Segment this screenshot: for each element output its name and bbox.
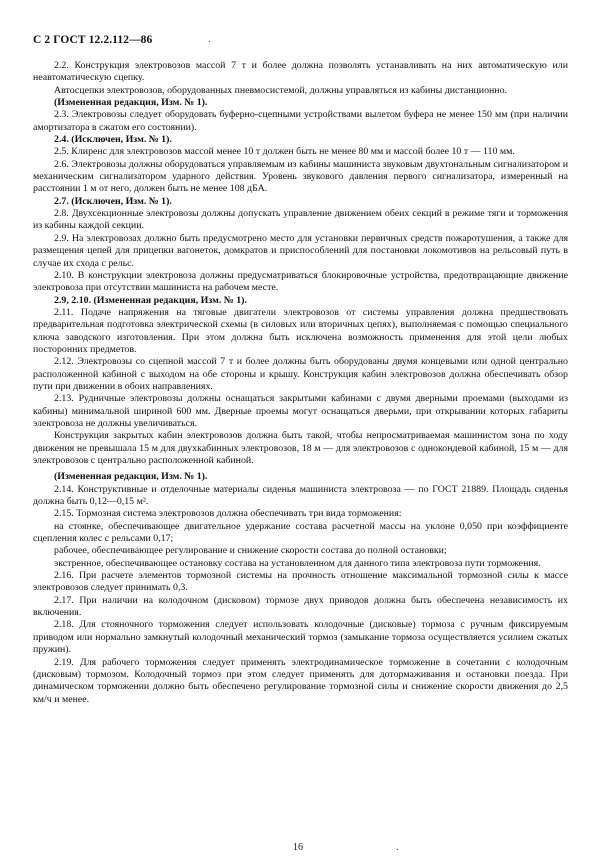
header-mark: . bbox=[208, 34, 211, 45]
clause-2-11: 2.11. Подаче напряжения на тяговые двигатели электровозов от системы управления должна предшествовать предварительная подготовка электрической схемы (в силовых или вторичных цепях), выполняемая с помощью специального ключа заводского изготовления. При этом должна быть исключена возможность применения для этой цели любых посторонних предметов. bbox=[33, 306, 568, 355]
clause-2-7: 2.7. (Исключен, Изм. № 1). bbox=[54, 195, 172, 207]
clause-2-13-cabins: Конструкция закрытых кабин электровозов должна быть такой, чтобы непросматриваемая машинистом зона по ходу движения не превышала 15 м для двухкабинных электровозов, 18 м — для электровозов с однокондевой кабиной, 15 м — для электровозов с центрально расположенной кабиной. bbox=[33, 430, 568, 466]
amendment-note: (Измененная редакция, Изм. № 1). bbox=[54, 471, 208, 483]
clause-2-3: 2.3. Электровозы следует оборудовать буферно-сцепными устройствами вылетом буфера не менее 150 мм (при наличии амортизатора в сжатом его состоянии). bbox=[33, 109, 568, 133]
clause-2-2: 2.2. Конструкция электровозов массой 7 т и более должна позволять устанавливать на них автоматическую или неавтоматическую сцепку. bbox=[33, 60, 568, 84]
braking-service: рабочее, обеспечивающее регулирование и снижение скорости состава до полной остановки; bbox=[54, 545, 447, 557]
clause-2-17: 2.17. При наличии на колодочном (дисковом) тормозе двух приводов должна быть обеспечена независимость их включения. bbox=[33, 594, 568, 619]
amendment-note: (Измененная редакция, Изм. № 1). bbox=[54, 97, 208, 109]
page-header: С 2 ГОСТ 12.2.112—86 bbox=[33, 34, 153, 46]
document-body bbox=[33, 60, 568, 706]
braking-emergency: экстренное, обеспечивающее остановку состава на установленном для данного типа электровоза пути торможения. bbox=[54, 557, 541, 569]
clause-2-6: 2.6. Электровозы должны оборудоваться управляемым из кабины машиниста звуковым двухтональным сигнализатором и механическим сигнализатором ударного действия. Уровень звукового давления первого сигнализатора, измеренный на расстоянии 1 м от него, должен быть не менее 108 дБА. bbox=[33, 158, 568, 195]
clause-2-10: 2.10. В конструкции электровоза должны предусматриваться блокировочные устройства, предотвращающие движение электровоза при отсутствии машиниста на рабочем месте. bbox=[33, 269, 568, 294]
clause-2-4: 2.4. (Исключен, Изм. № 1). bbox=[54, 134, 172, 146]
clause-2-18: 2.18. Для стояночного торможения следует использовать колодочные (дисковые) тормоза с ручным фиксируемым приводом или нормально замкнутый колодочный механический тормоз (замыкание тормоза осуществляется усилием сжатых пружин). bbox=[33, 619, 568, 656]
clause-2-15: 2.15. Тормозная система электровозов должна обеспечивать три вида торможения: bbox=[54, 508, 402, 520]
amendment-note: 2.9, 2.10. (Измененная редакция, Изм. № 1). bbox=[54, 294, 247, 306]
footer-mark: . bbox=[396, 842, 399, 853]
clause-2-5: 2.5. Клиренс для электровозов массой менее 10 т должен быть не менее 80 мм и массой более 10 т — 110 мм. bbox=[54, 146, 515, 158]
clause-2-14: 2.14. Конструктивные и отделочные материалы сиденья машиниста электровоза — по ГОСТ 21889. Площадь сиденья должна быть 0,12—0,15 м². bbox=[33, 483, 568, 508]
braking-parking: на стоянке, обеспечивающее двигательное удержание состава расчетной массы на уклоне 0,050 при коэффициенте сцепления колес с рельсами 0,17; bbox=[33, 520, 568, 545]
clause-2-2-autocoupling: Автосцепки электровозов, оборудованных пневмосистемой, должны управляться из кабины дистанционно. bbox=[54, 84, 507, 96]
clause-2-16: 2.16. При расчете элементов тормозной системы на прочность отношение максимальной тормозной силы к массе электровозов следует принимать 0,3. bbox=[33, 570, 568, 594]
clause-2-19: 2.19. Для рабочего торможения следует применять электродинамическое торможение в сочетании с колодочным (дисковым) тормозом. Колодочный тормоз при этом следует применять для дотормаживания и остановки поезда. При динамическом торможении должно быть обеспечено регулирование тормозной силы и снижение скорости движения до 2,5 км/ч и менее. bbox=[33, 656, 568, 705]
clause-2-8: 2.8. Двухсекционные электровозы должны допускать управление движением обеих секций в режиме тяги и торможения из кабины каждой секции. bbox=[33, 208, 568, 232]
page-number: 16 bbox=[293, 842, 303, 853]
clause-2-9: 2.9. На электровозах должно быть предусмотрено место для установки первичных средств пожаротушения, а также для размещения цепей для прицепки вагонеток, домкратов и приспособлений для постановки локомотивов на рельсовый путь в случае их схода с рельс. bbox=[33, 232, 568, 269]
clause-2-12: 2.12. Электровозы со сцепной массой 7 т и более должны быть оборудованы двумя концевыми или одной центрально расположенной кабиной с выходом на обе стороны и крышу. Конструкция кабин электровозов должна обеспечивать обзор пути при движении в обоих направлениях. bbox=[33, 356, 568, 392]
clause-2-13: 2.13. Рудничные электровозы должны оснащаться закрытыми кабинами с двумя дверными проемами (выходами из кабины) минимальной шириной 600 мм. Дверные проемы могут оснащаться дверьми, при открывании которых габариты электровоза не должны увеличиваться. bbox=[33, 393, 568, 429]
